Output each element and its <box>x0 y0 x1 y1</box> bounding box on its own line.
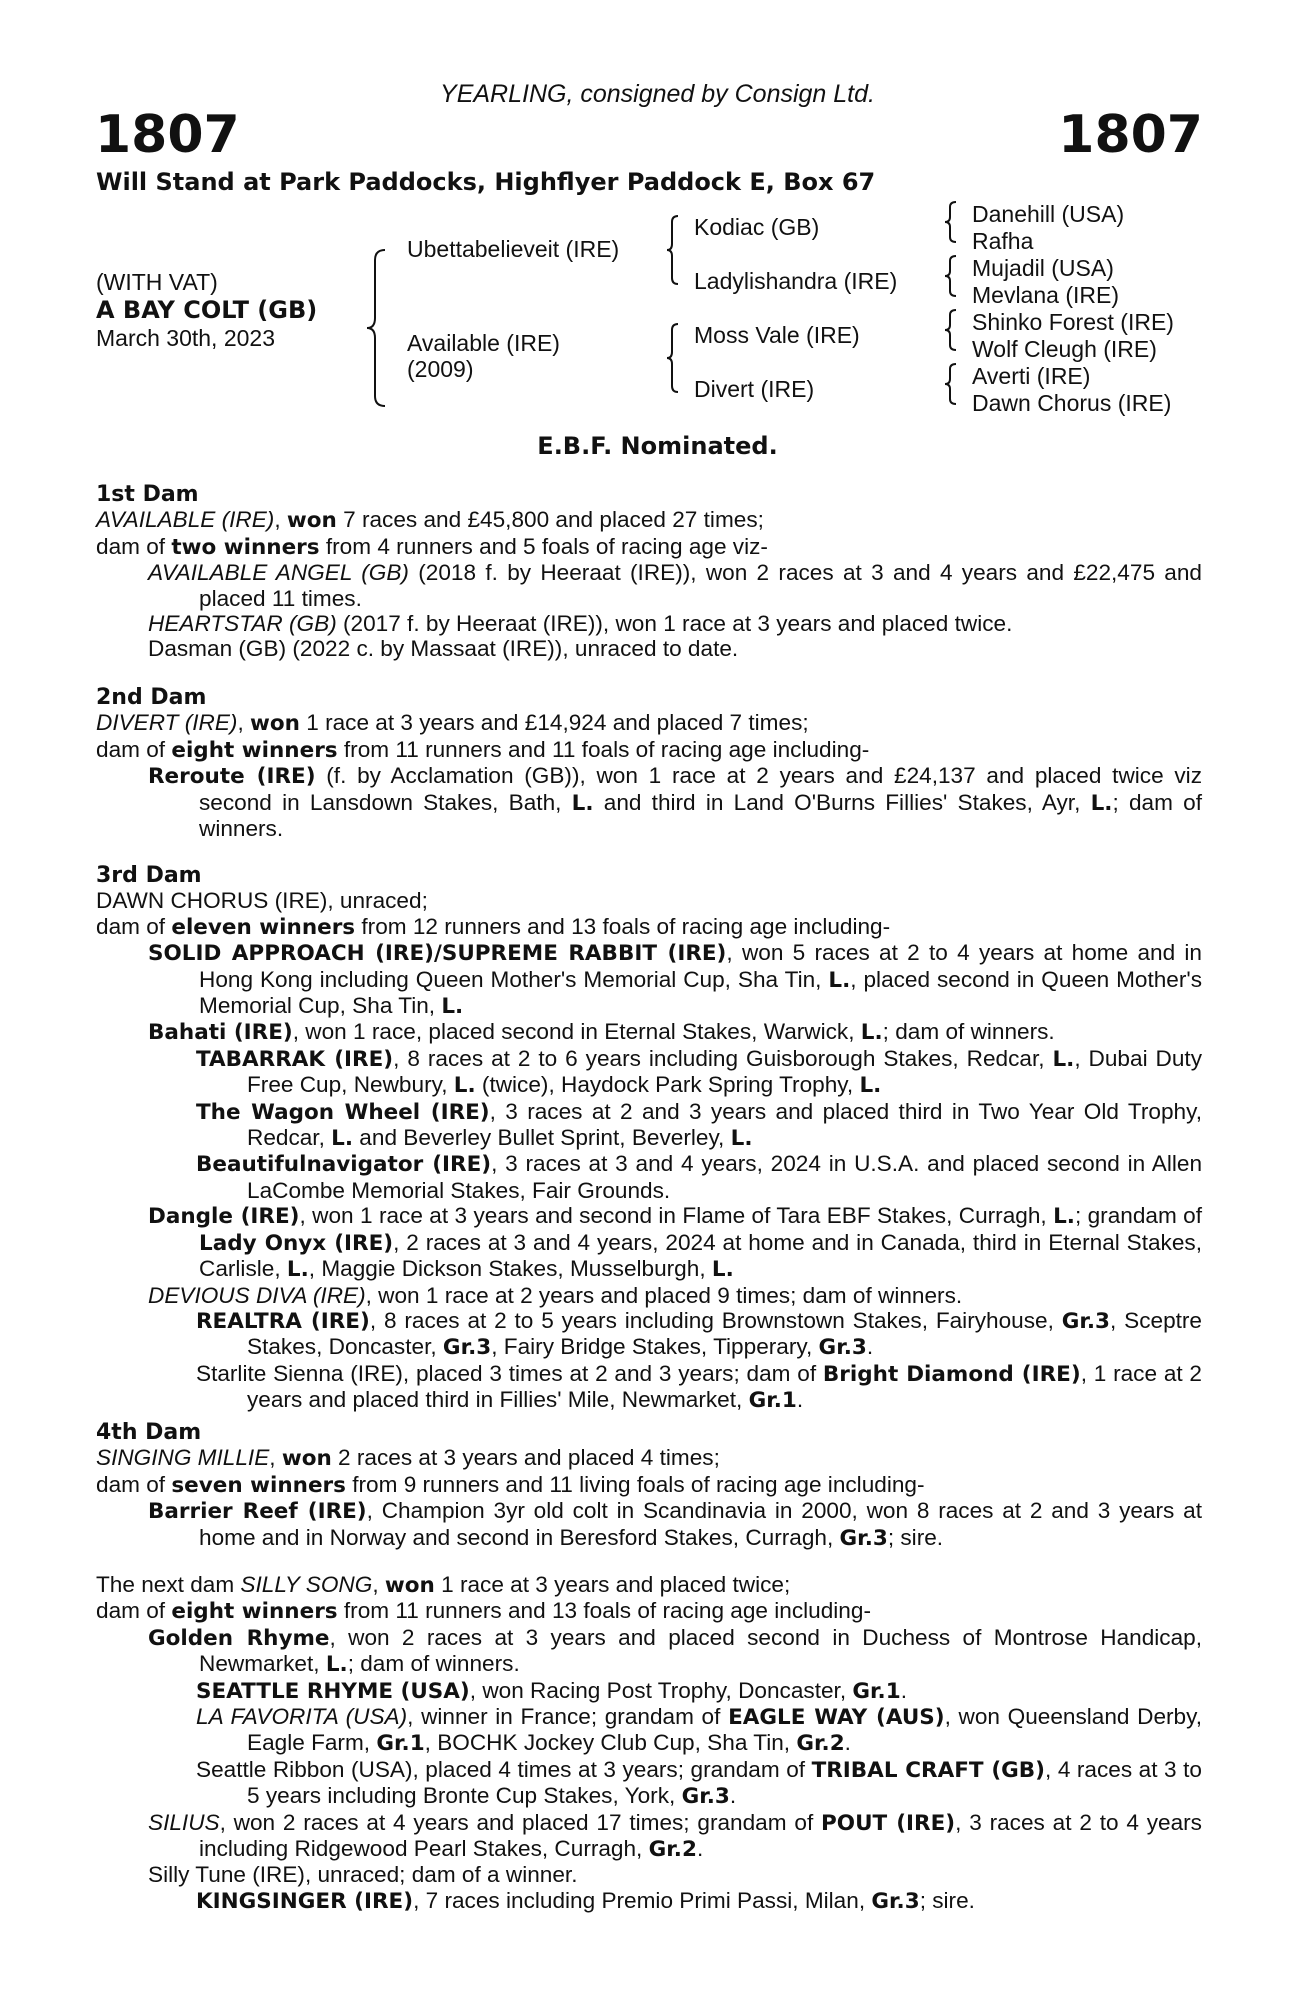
pedigree-brace-ds <box>944 308 958 352</box>
grand-progeny-entry <box>96 1704 1202 1757</box>
listed-mark: L. <box>286 1257 309 1283</box>
text: , 3 races at 2 to 4 years including Ridgewood Pearl Stakes, Curragh, <box>199 1809 1202 1862</box>
text: (2017 f. by Heeraat (IRE)), won 1 race at 3 years and placed twice. <box>336 611 1013 637</box>
pedigree-dds: Averti (IRE) <box>972 363 1091 389</box>
text: , <box>269 1445 282 1471</box>
pedigree-sss: Danehill (USA) <box>972 201 1125 227</box>
text: . <box>866 1334 874 1360</box>
section-title: 1st Dam <box>96 482 199 507</box>
listed-mark: L. <box>1052 1046 1075 1072</box>
progeny-name: Beautifulnavigator (IRE) <box>196 1152 492 1178</box>
text: , <box>237 710 250 736</box>
won-label: won <box>250 711 300 737</box>
group-mark: Gr.3 <box>839 1525 888 1551</box>
text: 1 race at 3 years and placed twice; <box>434 1572 791 1597</box>
text: . <box>696 1836 704 1862</box>
progeny-entry <box>96 1498 1202 1551</box>
text: , Dubai Duty Free Cup, Newbury, <box>247 1045 1202 1098</box>
listed-mark: L. <box>331 1126 354 1152</box>
text: dam of <box>96 736 172 762</box>
dam-name: DAWN CHORUS (IRE), unraced; <box>96 888 428 914</box>
text: , 3 races at 2 and 3 years and placed third in Two Year Old Trophy, Redcar, <box>247 1098 1202 1151</box>
progeny-name: The Wagon Wheel (IRE) <box>196 1099 490 1125</box>
text: Silly Tune (IRE), unraced; dam of a winner. <box>148 1862 578 1888</box>
text: ; sire. <box>919 1887 975 1913</box>
winners-count: eight winners <box>171 1599 338 1625</box>
text: , 4 races at 3 to 5 years including Bronte Cup Stakes, York, <box>247 1756 1202 1809</box>
third-dam-section <box>96 863 1202 1414</box>
text: , Sceptre Stakes, Doncaster, <box>247 1307 1202 1360</box>
progeny-name: Golden Rhyme <box>148 1625 330 1651</box>
text: . <box>900 1677 907 1703</box>
group-mark: Gr.3 <box>681 1784 730 1810</box>
group-mark: Gr.2 <box>796 1731 845 1757</box>
text: ; dam of winners. <box>347 1651 520 1677</box>
listed-mark: L. <box>859 1073 882 1099</box>
progeny-entry <box>96 1019 1202 1045</box>
text: . <box>844 1730 851 1756</box>
text: , Maggie Dickson Stakes, Musselburgh, <box>308 1256 712 1282</box>
text: (2018 f. by Heeraat (IRE)), won 2 races at 3 and 4 years and £22,475 and placed 11 times. <box>199 560 1202 611</box>
text: , <box>372 1572 385 1597</box>
progeny-name: SEATTLE RHYME (USA) <box>196 1678 470 1704</box>
listed-mark: L. <box>453 1073 476 1099</box>
progeny-entry <box>96 940 1202 1019</box>
text: , won 1 race at 3 years and second in Flame of Tara EBF Stakes, Curragh, <box>299 1203 1054 1229</box>
dam-name: SINGING MILLIE <box>96 1445 270 1471</box>
group-mark: Gr.3 <box>871 1888 920 1914</box>
grand-progeny-entry <box>96 1151 1202 1203</box>
progeny-entry <box>96 763 1202 841</box>
group-mark: Gr.3 <box>442 1335 492 1361</box>
horse-name: A BAY COLT (GB) <box>96 296 318 324</box>
text: , 8 races at 2 to 6 years including Guisborough Stakes, Redcar, <box>393 1045 1053 1071</box>
progeny-entry <box>96 1810 1202 1863</box>
text: , won 2 races at 4 years and placed 17 times; grandam of <box>219 1809 822 1835</box>
text: , won Queensland Derby, Eagle Farm, <box>247 1704 1202 1756</box>
text: from 11 runners and 13 foals of racing age including- <box>337 1598 871 1624</box>
grand-progeny-entry <box>96 1361 1202 1414</box>
text: , won 5 races at 2 to 4 years at home and in Hong Kong including Queen Mother's Memorial Cup, Sha Tin, <box>199 940 1202 992</box>
text: dam of <box>96 533 172 559</box>
text: from 11 runners and 11 foals of racing age including- <box>337 736 870 762</box>
text: , 7 races including Premio Primi Passi, Milan, <box>413 1887 872 1913</box>
pedigree-dss: Shinko Forest (IRE) <box>972 309 1174 335</box>
text: , 2 races at 3 and 4 years, 2024 at home and in Canada, third in Eternal Stakes, Carlisle, <box>199 1229 1202 1282</box>
text: dam of <box>96 1598 172 1624</box>
text: from 4 runners and 5 foals of racing age viz- <box>319 533 768 559</box>
foaling-date: March 30th, 2023 <box>96 325 276 351</box>
winners-count: seven winners <box>171 1472 346 1498</box>
text: , 3 races at 3 and 4 years, 2024 in U.S.A. and placed second in Allen LaCombe Memorial Stakes, Fair Grounds. <box>247 1151 1203 1203</box>
text: 7 races and £45,800 and placed 27 times; <box>336 507 764 533</box>
progeny-name: Reroute (IRE) <box>148 764 316 790</box>
pedigree-ssd: Rafha <box>972 228 1034 254</box>
text: ; sire. <box>887 1524 944 1550</box>
text: 2 races at 3 years and placed 4 times; <box>331 1445 720 1471</box>
text: dam of <box>96 913 172 939</box>
progeny-name: KINGSINGER (IRE) <box>196 1888 414 1914</box>
progeny-entry <box>96 611 1202 636</box>
consignment-line: YEARLING, consigned by Consign Ltd. <box>440 80 875 108</box>
pedigree-ddd: Dawn Chorus (IRE) <box>972 390 1172 416</box>
pedigree-brace-ss <box>944 200 958 244</box>
section-title: 2nd Dam <box>96 685 207 710</box>
progeny-name: EAGLE WAY (AUS) <box>728 1705 945 1731</box>
progeny-entry <box>96 560 1202 611</box>
group-mark: Gr.3 <box>818 1335 867 1361</box>
text: , won 2 races at 3 years and placed second in Duchess of Montrose Handicap, Newmarket, <box>199 1624 1202 1677</box>
text: (f. by Acclamation (GB)), won 1 race at 2 years and £24,137 and placed twice viz second in Lansdown Stakes, Bath, <box>199 763 1202 815</box>
group-mark: Gr.3 <box>1061 1308 1111 1334</box>
sire-dam: Ladylishandra (IRE) <box>694 268 898 294</box>
progeny-name: Lady Onyx (IRE) <box>199 1230 394 1256</box>
dam-dam: Divert (IRE) <box>694 376 815 402</box>
listed-mark: L. <box>571 790 594 816</box>
text: and third in Land O'Burns Fillies' Stakes, Ayr, <box>593 789 1091 815</box>
progeny-name: HEARTSTAR (GB) <box>148 611 337 637</box>
progeny-name: Bahati (IRE) <box>148 1020 293 1046</box>
text: Starlite Sienna (IRE), placed 3 times at 2 and 3 years; dam of <box>196 1360 823 1386</box>
dam-sire: Moss Vale (IRE) <box>694 322 860 348</box>
text: , Champion 3yr old colt in Scandinavia in 2000, won 8 races at 2 and 3 years at home and in Norway and second in Beresford Stakes, Curragh, <box>199 1498 1202 1550</box>
progeny-name: DEVIOUS DIVA (IRE) <box>148 1282 366 1308</box>
winners-count: eight winners <box>171 737 338 763</box>
horse-details <box>96 268 317 352</box>
pedigree-brace-main <box>365 248 387 408</box>
second-dam-section <box>96 685 1202 841</box>
text: 1 race at 3 years and £14,924 and placed 7 times; <box>299 710 809 736</box>
next-dam-section <box>96 1572 1202 1914</box>
ebf-nomination: E.B.F. Nominated. <box>537 432 778 460</box>
text: dam of <box>96 1471 172 1497</box>
lot-number-right: 1807 <box>1058 105 1203 165</box>
stabling-location: Will Stand at Park Paddocks, Highflyer Paddock E, Box 67 <box>96 168 876 196</box>
text: Dasman (GB) (2022 c. by Massaat (IRE)), unraced to date. <box>148 636 739 662</box>
lot-number-left: 1807 <box>95 105 240 165</box>
sire: Ubettabelieveit (IRE) <box>407 236 620 262</box>
grand-progeny-entry <box>96 1888 1202 1914</box>
group-mark: Gr.1 <box>376 1731 425 1757</box>
text: from 12 runners and 13 foals of racing age including- <box>355 913 891 939</box>
listed-mark: L. <box>828 967 851 993</box>
text: (twice), Haydock Park Spring Trophy, <box>475 1072 860 1098</box>
text: ; dam of winners. <box>882 1019 1055 1045</box>
text: , Fairy Bridge Stakes, Tipperary, <box>491 1334 819 1360</box>
winners-count: eleven winners <box>171 914 356 940</box>
group-mark: Gr.2 <box>648 1837 697 1863</box>
progeny-name: SOLID APPROACH (IRE)/SUPREME RABBIT (IRE) <box>148 941 727 967</box>
listed-mark: L. <box>860 1020 883 1046</box>
text: , 8 races at 2 to 5 years including Brownstown Stakes, Fairyhouse, <box>369 1307 1062 1333</box>
pedigree-brace-sd <box>944 254 958 298</box>
progeny-entry <box>96 1283 1202 1308</box>
vat-note: (WITH VAT) <box>96 269 218 295</box>
text: . <box>796 1387 804 1413</box>
text: , won Racing Post Trophy, Doncaster, <box>469 1677 853 1703</box>
section-title: 3rd Dam <box>96 863 202 888</box>
grand-progeny-entry <box>96 1757 1202 1810</box>
dam-name: SILLY SONG <box>240 1572 373 1597</box>
progeny-entry <box>96 1862 1202 1887</box>
progeny-entry <box>96 1203 1202 1282</box>
text: ; grandam of <box>1074 1203 1203 1229</box>
listed-mark: L. <box>1053 1204 1075 1230</box>
text: , BOCHK Jockey Club Cup, Sha Tin, <box>424 1730 797 1756</box>
pedigree-dsd: Wolf Cleugh (IRE) <box>972 336 1157 362</box>
winners-count: two winners <box>171 534 320 560</box>
listed-mark: L. <box>325 1652 348 1678</box>
progeny-name: Bright Diamond (IRE) <box>822 1361 1081 1387</box>
won-label: won <box>384 1573 435 1598</box>
listed-mark: L. <box>1090 790 1113 816</box>
text: , 1 race at 2 years and placed third in Fillies' Mile, Newmarket, <box>247 1360 1202 1413</box>
text: , won 1 race at 2 years and placed 9 times; dam of winners. <box>365 1282 963 1308</box>
fourth-dam-section <box>96 1420 1202 1551</box>
progeny-name: AVAILABLE ANGEL (GB) <box>148 560 409 586</box>
progeny-name: Dangle (IRE) <box>148 1204 300 1230</box>
progeny-name: REALTRA (IRE) <box>196 1308 370 1334</box>
progeny-name: LA FAVORITA (USA) <box>196 1704 408 1730</box>
text: and Beverley Bullet Sprint, Beverley, <box>353 1125 731 1151</box>
pedigree-sds: Mujadil (USA) <box>972 255 1114 281</box>
text: . <box>729 1783 737 1809</box>
grand-progeny-entry <box>96 1308 1202 1361</box>
dam-name: AVAILABLE (IRE) <box>96 507 275 533</box>
pedigree-brace-dd <box>944 362 958 406</box>
sire-sire: Kodiac (GB) <box>694 214 820 240</box>
progeny-name: SILIUS <box>148 1809 220 1835</box>
text: , won 1 race, placed second in Eternal Stakes, Warwick, <box>292 1019 861 1045</box>
first-dam-section <box>96 482 1202 662</box>
grand-progeny-entry <box>96 1678 1202 1704</box>
group-mark: Gr.1 <box>852 1678 901 1704</box>
listed-mark: L. <box>711 1257 734 1283</box>
progeny-entry <box>96 1625 1202 1678</box>
progeny-entry <box>96 636 1202 661</box>
progeny-name: POUT (IRE) <box>821 1810 956 1836</box>
text: , <box>274 507 287 533</box>
dam-name: Available (IRE) <box>407 330 560 356</box>
text: ; dam of winners. <box>199 789 1202 842</box>
pedigree-brace-dam <box>666 322 680 394</box>
text: from 9 runners and 11 living foals of racing age including- <box>345 1471 925 1497</box>
won-label: won <box>286 508 337 534</box>
progeny-name: TABARRAK (IRE) <box>196 1046 394 1072</box>
section-title: 4th Dam <box>96 1420 202 1445</box>
text: Seattle Ribbon (USA), placed 4 times at 3 years; grandam of <box>196 1756 812 1782</box>
progeny-name: TRIBAL CRAFT (GB) <box>811 1757 1046 1783</box>
listed-mark: L. <box>730 1126 753 1152</box>
text: The next dam <box>96 1572 241 1597</box>
text: , winner in France; grandam of <box>407 1704 729 1730</box>
group-mark: Gr.1 <box>748 1388 797 1414</box>
dam-name: DIVERT (IRE) <box>96 710 238 736</box>
pedigree-brace-sire <box>666 214 680 286</box>
pedigree-sdd: Mevlana (IRE) <box>972 282 1119 308</box>
text: , placed second in Queen Mother's Memorial Cup, Sha Tin, <box>199 966 1203 1019</box>
grand-progeny-entry <box>96 1046 1202 1099</box>
listed-mark: L. <box>441 994 464 1020</box>
won-label: won <box>281 1446 332 1472</box>
grand-progeny-entry <box>96 1099 1202 1152</box>
progeny-name: Barrier Reef (IRE) <box>148 1499 367 1525</box>
dam-year: (2009) <box>407 356 474 382</box>
